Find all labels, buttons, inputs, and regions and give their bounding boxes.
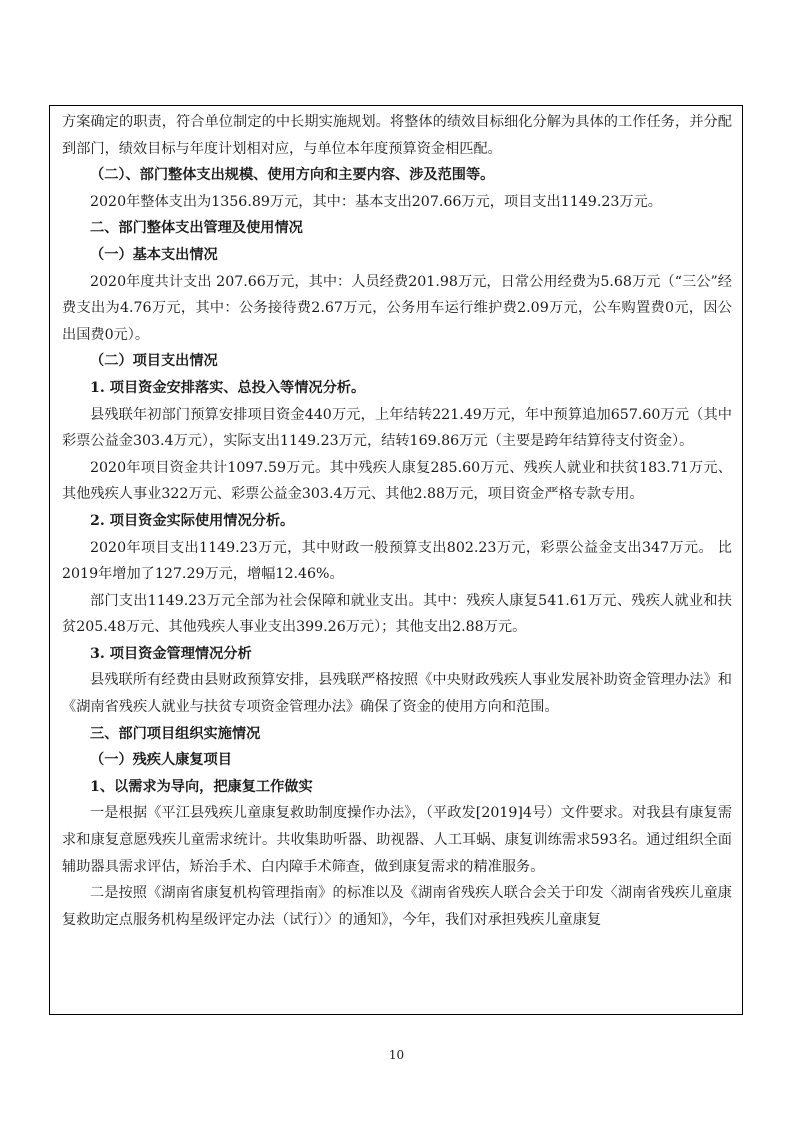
paragraph-funds-management: 县残联所有经费由县财政预算安排，县残联严格按照《中央财政残疾人事业发展补助资金管理办法》和《湖南省残疾人就业与扶贫专项资金管理办法》确保了资金的使用方向和范围。 [62, 672, 732, 716]
paragraph-basic-spending: 2020年度共计支出 207.66万元，其中：人员经费201.98万元，日常公用经费为5.68万元（“三公”经费支出为4.76万元，其中：公务接待费2.67万元，公务用车运行维护费2.09万元，公车购置费0元，因公出国费0元）。 [62, 273, 732, 343]
paragraph-department-spending: 部门支出1149.23万元全部为社会保障和就业支出。其中：残疾人康复541.61万元、残疾人就业和扶贫205.48万元、其他残疾人事业支出399.26万元）；其他支出2.88万元。 [62, 592, 732, 636]
subsection-heading-rehabilitation: （一）残疾人康复项目 [90, 752, 232, 769]
subsection-heading-basic-spending: （一）基本支出情况 [90, 246, 218, 263]
section-heading-implementation: 三、部门项目组织实施情况 [90, 725, 261, 742]
paragraph-second-measure: 二是按照《湖南省康复机构管理指南》的标准以及《湖南省残疾人联合会关于印发〈湖南省残疾儿童康复救助定点服务机构星级评定办法（试行）〉的通知》，今年，我们对承担残疾儿童康复 [62, 885, 732, 928]
section-heading-overall-spending: （二）、部门整体支出规模、使用方向和主要内容、涉及范围等。 [90, 167, 495, 184]
document-body [62, 109, 732, 933]
paragraph-overall-spending: 2020年整体支出为1356.89万元，其中：基本支出207.66万元，项目支出1149.23万元。 [90, 193, 662, 210]
section-heading-management: 二、部门整体支出管理及使用情况 [90, 220, 303, 237]
item-heading-demand-oriented: 1、以需求为导向，把康复工作做实 [90, 778, 313, 795]
subsection-heading-project-spending: （二）项目支出情况 [90, 353, 218, 370]
paragraph-funding-arrangement: 县残联年初部门预算安排项目资金440万元，上年结转221.49万元，年中预算追加657.60万元（其中彩票公益金303.4万元），实际支出1149.23万元，结转169.86万元（主要是跨年结算待支付资金）。 [62, 406, 732, 450]
paragraph-first-measure: 一是根据《平江县残疾儿童康复救助制度操作办法》，（平政发[2019]4号）文件要求。对我县有康复需求和康复意愿残疾儿童需求统计。共收集助听器、助视器、人工耳蜗、康复训练需求593名。通过组织全面辅助器具需求评估，矫治手术、白内障手术筛查，做到康复需求的精准服务。 [62, 805, 732, 875]
item-heading-funding-arrangement: 1. 项目资金安排落实、总投入等情况分析。 [90, 379, 366, 396]
paragraph-actual-use: 2020年项目支出1149.23万元，其中财政一般预算支出802.23万元，彩票公益金支出347万元。 比2019年增加了127.29万元，增幅12.46%。 [62, 539, 732, 583]
page-number: 10 [388, 1048, 405, 1062]
item-heading-actual-use: 2. 项目资金实际使用情况分析。 [90, 512, 295, 529]
paragraph-continuation: 方案确定的职责，符合单位制定的中长期实施规划。将整体的绩效目标细化分解为具体的工作任务，并分配到部门，绩效目标与年度计划相对应，与单位本年度预算资金相匹配。 [62, 114, 732, 157]
item-heading-funds-management: 3. 项目资金管理情况分析 [90, 645, 252, 662]
paragraph-project-funds-total: 2020年项目资金共计1097.59万元。其中残疾人康复285.60万元、残疾人就业和扶贫183.71万元、其他残疾人事业322万元、彩票公益金303.4万元、其他2.88万元，项目资金严格专款专用。 [62, 459, 732, 503]
